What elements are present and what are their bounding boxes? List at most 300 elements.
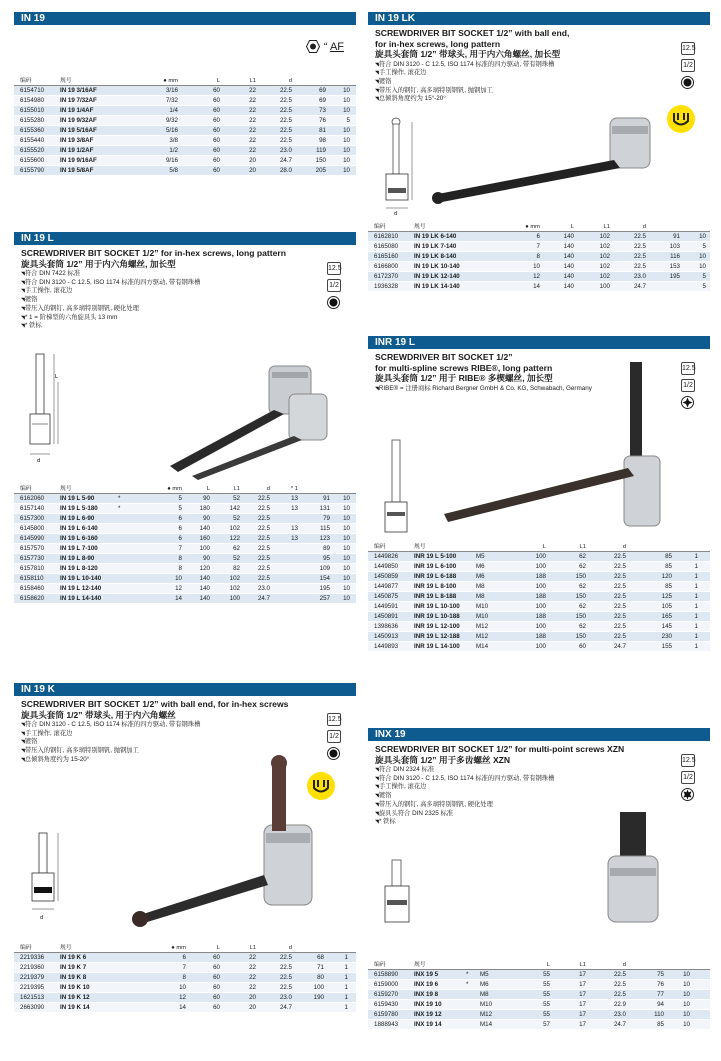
table-cell: IN 19 1/4AF — [60, 107, 94, 114]
table-cell: 100 — [599, 283, 610, 290]
panel-in19lk — [368, 12, 710, 320]
table-cell: 7 — [178, 545, 182, 552]
table-row — [14, 524, 356, 534]
table-cell: 60 — [213, 1004, 220, 1011]
table-row — [368, 642, 710, 652]
note: ◥ * 铁标 — [21, 322, 349, 331]
fraction-badge: 1/2 — [327, 279, 341, 292]
table-cell: 22 — [249, 954, 256, 961]
table-cell: 60 — [213, 984, 220, 991]
table-cell: 102 — [599, 233, 610, 240]
table-cell: 6157730 — [20, 555, 45, 562]
table-row — [368, 552, 710, 562]
table-cell: 60 — [213, 147, 220, 154]
note: ◥ 手工操作, 滚花边 — [375, 783, 703, 792]
table-cell: 55 — [543, 971, 550, 978]
table-cell: 24.7 — [279, 157, 292, 164]
panel-in19 — [14, 12, 356, 218]
table-inx19 — [368, 960, 710, 1030]
table-cell: INX 19 5 — [414, 971, 439, 978]
table-cell: 22.5 — [613, 553, 626, 560]
table-cell: 1449826 — [374, 553, 399, 560]
table-cell: IN 19 L 14-140 — [60, 595, 102, 602]
table-cell: IN 19 K 7 — [60, 964, 87, 971]
table-cell: 116 — [670, 253, 680, 260]
heading-en: SCREWDRIVER BIT SOCKET 1/2” with ball end, — [375, 28, 570, 38]
table-row — [14, 983, 356, 993]
table-cell: 22.5 — [613, 633, 626, 640]
table-cell: 22.5 — [279, 984, 292, 991]
svg-text:d: d — [40, 915, 44, 921]
product-image — [424, 112, 664, 220]
table-cell: 22.5 — [613, 623, 626, 630]
section-title: IN 19 K — [14, 683, 356, 696]
note: ◥ 旋具头符合 DIN 2325 标准 — [375, 810, 703, 819]
table-cell: 10 — [683, 1021, 690, 1028]
table-cell: 22.5 — [279, 974, 292, 981]
table-cell: 69 — [319, 87, 326, 94]
table-cell: 20 — [249, 1004, 256, 1011]
table-cell: INX 19 6 — [414, 981, 439, 988]
note: ◥ 镀铬 — [21, 296, 349, 305]
table-cell: 140 — [563, 233, 574, 240]
table-cell: IN 19 5/8AF — [60, 167, 94, 174]
table-cell: 62 — [579, 563, 586, 570]
table-cell: 140 — [563, 283, 574, 290]
drive-size-badge: 12.5 — [681, 42, 695, 55]
table-row — [368, 980, 710, 990]
table-cell: 102 — [599, 243, 610, 250]
panel-in19k — [14, 683, 356, 1053]
table-cell: 62 — [579, 603, 586, 610]
table-row — [14, 146, 356, 156]
table-cell: 22.5 — [633, 263, 646, 270]
table-cell: 85 — [665, 563, 672, 570]
table-cell: 76 — [319, 117, 326, 124]
table-cell: 1 — [694, 613, 698, 620]
table-cell: 6162060 — [20, 495, 45, 502]
table-cell — [118, 963, 132, 972]
table-cell: M10 — [476, 603, 489, 610]
table-row — [14, 494, 356, 504]
table-row — [14, 564, 356, 574]
table-cell: 230 — [661, 633, 672, 640]
drive-size-badge: 12.5 — [681, 362, 695, 375]
note: ◥ 带压入的钢钉, 高多璃特别钢钒, 抛钢加工 — [375, 87, 703, 96]
table-cell: 8 — [178, 565, 182, 572]
table-cell: 22.5 — [279, 97, 292, 104]
table-cell: 62 — [233, 545, 240, 552]
table-cell — [466, 1010, 480, 1019]
table-cell: 1 — [344, 1004, 348, 1011]
table-cell: 8 — [536, 253, 540, 260]
socket-drawing — [24, 831, 68, 931]
table-cell: 1 — [694, 593, 698, 600]
table-cell: 22.5 — [279, 117, 292, 124]
table-cell — [270, 574, 298, 583]
table-row — [14, 973, 356, 983]
table-row — [368, 632, 710, 642]
table-row — [368, 232, 710, 242]
table-cell: 22.5 — [257, 495, 270, 502]
table-cell: 22 — [249, 117, 256, 124]
table-cell: 125 — [661, 593, 672, 600]
table-row — [368, 272, 710, 282]
table-cell: 60 — [213, 87, 220, 94]
table-cell — [466, 1000, 480, 1009]
table-cell: 100 — [535, 563, 546, 570]
table-cell: M12 — [476, 633, 489, 640]
table-cell: 1398636 — [374, 623, 399, 630]
table-cell: 20 — [249, 167, 256, 174]
table-cell: 17 — [579, 991, 586, 998]
table-cell: 9/32 — [165, 117, 178, 124]
table-cell: 100 — [535, 583, 546, 590]
table-header: 编码 规号 ● mm L L1 d — [14, 76, 356, 86]
svg-text:L: L — [55, 374, 58, 380]
table-cell: 55 — [543, 991, 550, 998]
table-cell: * — [466, 971, 469, 978]
table-cell: 10 — [343, 595, 350, 602]
table-cell: 55 — [543, 1001, 550, 1008]
table-cell: 1 — [344, 974, 348, 981]
table-cell: 55 — [543, 1011, 550, 1018]
table-cell: 188 — [535, 633, 546, 640]
table-cell: 60 — [213, 994, 220, 1001]
table-cell: 120 — [661, 573, 672, 580]
table-cell: 90 — [203, 555, 210, 562]
table-cell: 7 — [182, 964, 186, 971]
drive-size-badge: 12.5 — [327, 713, 341, 726]
table-cell: 10 — [343, 535, 350, 542]
table-cell — [646, 282, 680, 291]
drive-size-badge: 12.5 — [681, 754, 695, 767]
table-cell: 60 — [213, 117, 220, 124]
table-cell: M5 — [480, 971, 489, 978]
table-cell: IN 19 K 8 — [60, 974, 87, 981]
table-cell: 10 — [179, 984, 186, 991]
table-cell: 105 — [661, 603, 672, 610]
table-cell: 9/16 — [165, 157, 178, 164]
svg-text:d: d — [37, 458, 41, 464]
table-cell: INR 19 L 12-100 — [414, 623, 460, 630]
table-row — [14, 554, 356, 564]
table-cell: 94 — [657, 1001, 664, 1008]
table-cell: 22.5 — [257, 545, 270, 552]
table-cell: IN 19 L 5-180 — [60, 505, 98, 512]
table-cell: 60 — [213, 127, 220, 134]
table-cell: 1 — [694, 633, 698, 640]
table-row — [368, 592, 710, 602]
table-cell: 102 — [229, 585, 240, 592]
note: ◥ 镀铬 — [375, 792, 703, 801]
table-cell: M10 — [480, 1001, 493, 1008]
table-row — [368, 282, 710, 292]
table-cell: 62 — [579, 623, 586, 630]
table-cell: 22.5 — [279, 107, 292, 114]
heading-en: SCREWDRIVER BIT SOCKET 1/2” — [375, 352, 513, 362]
table-cell — [270, 564, 298, 573]
table-cell: 10 — [343, 585, 350, 592]
table-cell: 22.5 — [633, 243, 646, 250]
table-cell: 140 — [563, 273, 574, 280]
table-row — [14, 166, 356, 176]
table-cell — [476, 252, 490, 261]
table-cell: 10 — [343, 495, 350, 502]
socket-drawing — [378, 436, 418, 546]
section-title: IN 19 LK — [368, 12, 710, 25]
table-cell: 22.5 — [257, 565, 270, 572]
table-cell: * — [118, 495, 121, 502]
heading-cn: 旋具头套筒 1/2” 用于 RIBE® 多楔螺丝, 加长型 — [375, 373, 553, 383]
note: ◥ 符合 DIN 3120 - C 12.5, ISO 1174 标准的四方驱动, 带有钢珠槽 — [375, 775, 703, 784]
table-cell: 22 — [249, 97, 256, 104]
heading-en-2: for multi-spline screws RIBE®, long pattern — [375, 362, 553, 373]
product-image — [114, 755, 314, 935]
table-cell: 10 — [343, 565, 350, 572]
table-cell: 22.5 — [613, 603, 626, 610]
heading-en: SCREWDRIVER BIT SOCKET 1/2” for in-hex screws, long pattern — [21, 248, 287, 258]
table-row — [14, 534, 356, 544]
table-cell: 6157140 — [20, 505, 45, 512]
table-cell: 89 — [323, 545, 330, 552]
table-cell: 10 — [343, 505, 350, 512]
table-cell: INX 19 10 — [414, 1001, 442, 1008]
table-cell: IN 19 LK 8-140 — [414, 253, 457, 260]
table-cell: 13 — [291, 535, 298, 542]
table-cell: 119 — [316, 147, 326, 154]
table-cell: 10 — [343, 97, 350, 104]
table-cell — [118, 993, 132, 1002]
table-cell: IN 19 LK 6-140 — [414, 233, 457, 240]
table-cell — [476, 262, 490, 271]
table-cell: 6165080 — [374, 243, 399, 250]
table-cell — [476, 242, 490, 251]
table-cell: 160 — [199, 535, 210, 542]
table-cell: 155 — [661, 643, 672, 650]
table-cell: 22.5 — [279, 954, 292, 961]
table-cell — [476, 232, 490, 241]
table-cell: 257 — [319, 595, 330, 602]
table-cell: 195 — [669, 273, 680, 280]
table-cell: 2219379 — [20, 974, 45, 981]
table-cell: 23.0 — [257, 585, 270, 592]
table-cell: 1/2 — [169, 147, 178, 154]
table-cell: 102 — [599, 253, 610, 260]
table-row — [368, 252, 710, 262]
svg-text:d: d — [394, 211, 398, 216]
table-cell: M6 — [476, 563, 485, 570]
table-cell: 100 — [313, 984, 324, 991]
table-cell: 82 — [233, 565, 240, 572]
table-cell: 205 — [315, 167, 326, 174]
table-cell: 103 — [669, 243, 680, 250]
table-cell: 3/16 — [165, 87, 178, 94]
table-cell: 6157810 — [20, 565, 45, 572]
note: ◥ 手工操作, 滚花边 — [375, 69, 703, 78]
note: ◥ 手工操作, 滚花边 — [21, 287, 349, 296]
table-cell: 22.5 — [257, 555, 270, 562]
table-cell: 1 — [694, 573, 698, 580]
table-cell: 1 — [694, 553, 698, 560]
table-cell: IN 19 L 7-100 — [60, 545, 98, 552]
table-cell: 22.5 — [613, 981, 626, 988]
table-cell: 22 — [249, 964, 256, 971]
table-cell: 22 — [249, 87, 256, 94]
table-cell: 150 — [575, 593, 586, 600]
table-cell: 60 — [213, 137, 220, 144]
table-cell: 6155440 — [20, 137, 45, 144]
table-cell: INR 19 L 8-100 — [414, 583, 457, 590]
table-cell: 1 — [344, 954, 348, 961]
table-cell: 100 — [535, 603, 546, 610]
table-cell: 24.7 — [257, 595, 270, 602]
socket-drawing — [378, 856, 418, 952]
panel-in19l — [14, 232, 356, 660]
table-cell: INR 19 L 12-188 — [414, 633, 460, 640]
table-cell: 6155360 — [20, 127, 45, 134]
panel-inr19l — [368, 336, 710, 714]
note: ◥ RIBE® = 注册商标 Richard Bergner GmbH & Co. KG, Schwabach, Germany — [375, 385, 703, 394]
table-row — [368, 1010, 710, 1020]
heading-en: SCREWDRIVER BIT SOCKET 1/2” with ball end, for in-hex screws — [21, 699, 289, 709]
table-cell: M10 — [476, 613, 489, 620]
table-cell: 90 — [203, 495, 210, 502]
table-cell: 28.0 — [279, 167, 292, 174]
table-cell: 20 — [249, 157, 256, 164]
table-cell: 1450875 — [374, 593, 399, 600]
note: ◥ 符合 DIN 7422 标准 — [21, 270, 349, 279]
product-image — [428, 356, 688, 538]
table-cell: 1 — [694, 603, 698, 610]
table-cell: 10 — [683, 981, 690, 988]
table-cell: 6157570 — [20, 545, 45, 552]
table-cell: 62 — [579, 583, 586, 590]
square-drive-icon — [327, 747, 340, 760]
table-cell: 10 — [683, 971, 690, 978]
table-cell: 22.5 — [613, 573, 626, 580]
table-cell — [118, 1003, 132, 1012]
table-cell: 1450891 — [374, 613, 399, 620]
table-cell: 102 — [599, 273, 610, 280]
table-cell: M5 — [476, 553, 485, 560]
table-cell: 24.7 — [279, 1004, 292, 1011]
af-text: AF — [329, 40, 344, 53]
table-cell: 6155790 — [20, 167, 45, 174]
table-row — [14, 126, 356, 136]
table-cell: 6166800 — [374, 263, 399, 270]
table-cell: 5 — [178, 505, 182, 512]
table-cell: 109 — [319, 565, 330, 572]
table-row — [14, 953, 356, 963]
table-cell: 1888943 — [374, 1021, 399, 1028]
fraction-badge: 1/2 — [327, 730, 341, 743]
heading-cn: 旋具头套筒 1/2” 用于多齿螺丝 XZN — [375, 754, 511, 765]
table-cell: 60 — [213, 167, 220, 174]
table-cell: 22 — [249, 137, 256, 144]
table-row — [14, 584, 356, 594]
table-cell: 150 — [575, 613, 586, 620]
table-cell: 180 — [199, 505, 210, 512]
table-cell: 52 — [233, 555, 240, 562]
table-cell: 75 — [657, 971, 664, 978]
table-in19lk — [368, 222, 710, 292]
table-cell: INR 19 L 14-100 — [414, 643, 460, 650]
table-cell: 6 — [182, 954, 186, 961]
table-cell: M8 — [476, 583, 485, 590]
table-cell: 2219336 — [20, 954, 45, 961]
table-cell: IN 19 9/32AF — [60, 117, 97, 124]
table-cell: 10 — [683, 991, 690, 998]
note: ◥ 带压入的钢钉, 高多璃特别钢钒, 抛钢加工 — [21, 747, 349, 756]
table-cell: 8 — [182, 974, 186, 981]
table-cell: IN 19 L 10-140 — [60, 575, 102, 582]
heading-cn: 旋具头套筒 1/2” 带球头, 用于内六角螺丝, 加长型 — [375, 49, 561, 59]
note: ◥ 符合 DIN 3120 - C 12.5, ISO 1174 标准的四方驱动, 带有钢珠槽 — [21, 721, 349, 730]
table-cell: M12 — [480, 1011, 493, 1018]
table-row — [368, 1000, 710, 1010]
table-cell: INX 19 8 — [414, 991, 439, 998]
fraction-badge: 1/2 — [681, 379, 695, 392]
table-cell: INR 19 L 6-188 — [414, 573, 457, 580]
table-cell: 10 — [343, 107, 350, 114]
table-cell — [466, 990, 480, 999]
note: ◥ * 1 = 阶梯型的六角旋具头 13 mm — [21, 314, 349, 323]
table-cell: 10 — [343, 137, 350, 144]
table-row — [14, 574, 356, 584]
table-in19l — [14, 484, 356, 604]
table-cell: 5 — [702, 243, 706, 250]
table-cell: IN 19 3/8AF — [60, 137, 94, 144]
table-cell: 17 — [579, 1011, 586, 1018]
table-cell: 1 — [344, 994, 348, 1001]
heading-en-2: for in-hex screws, long pattern — [375, 38, 501, 49]
table-cell: 24.7 — [613, 643, 626, 650]
table-cell: 102 — [229, 575, 240, 582]
table-in19 — [14, 76, 356, 176]
table-row — [14, 514, 356, 524]
table-cell: 10 — [699, 263, 706, 270]
table-cell: IN 19 7/32AF — [60, 97, 97, 104]
table-cell: 10 — [343, 515, 350, 522]
table-cell: 10 — [699, 253, 706, 260]
product-image — [598, 810, 668, 926]
table-cell: 6158620 — [20, 595, 45, 602]
table-row — [14, 544, 356, 554]
table-cell: INR 19 L 8-188 — [414, 593, 457, 600]
table-cell: 62 — [579, 553, 586, 560]
fraction-badge: 1/2 — [681, 59, 695, 72]
table-cell: 2663090 — [20, 1004, 45, 1011]
table-cell: 24.7 — [633, 283, 646, 290]
table-cell: 140 — [563, 243, 574, 250]
table-cell: 6172370 — [374, 273, 399, 280]
section-title: IN 19 — [14, 12, 356, 25]
table-cell: 6158460 — [20, 585, 45, 592]
table-cell: 1449591 — [374, 603, 399, 610]
table-cell: 5 — [346, 117, 350, 124]
table-cell: 100 — [535, 643, 546, 650]
table-cell: 17 — [579, 981, 586, 988]
table-cell: 6145990 — [20, 535, 45, 542]
table-cell: 85 — [665, 583, 672, 590]
table-cell: 1450859 — [374, 573, 399, 580]
table-cell: 22.5 — [257, 525, 270, 532]
table-row — [368, 602, 710, 612]
table-cell: 10 — [343, 167, 350, 174]
table-cell: 76 — [657, 981, 664, 988]
table-cell: IN 19 L 6-90 — [60, 515, 95, 522]
